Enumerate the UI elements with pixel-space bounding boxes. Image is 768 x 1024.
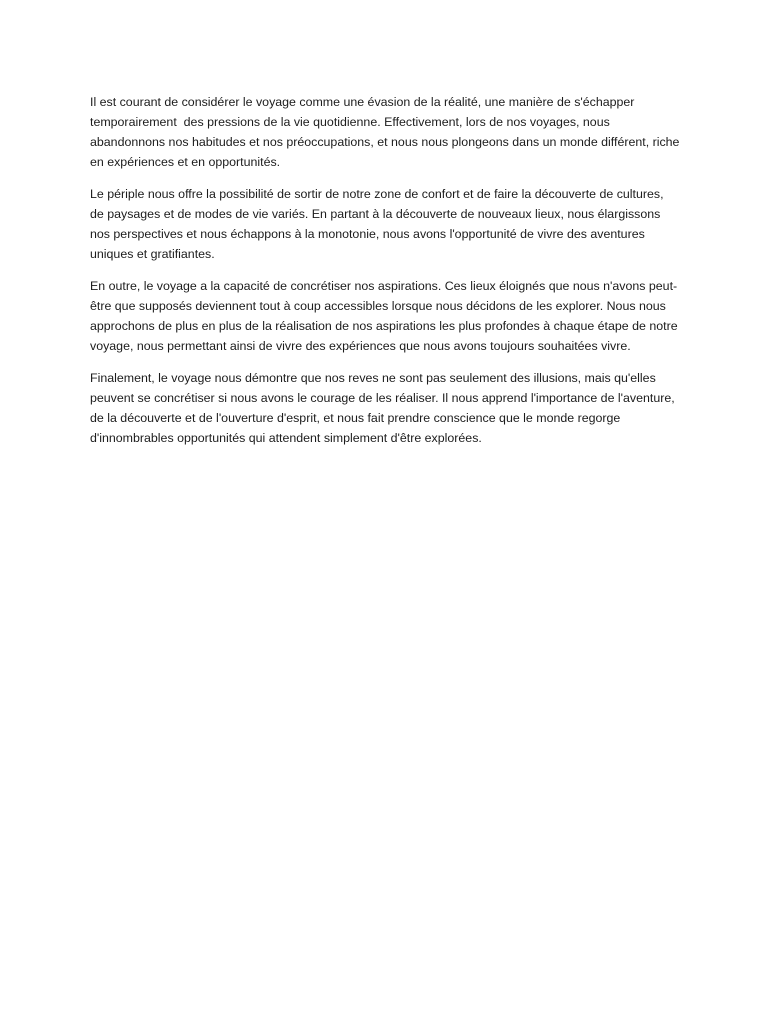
paragraph-3: En outre, le voyage a la capacité de concrétiser nos aspirations. Ces lieux éloignés que nous n'avons peut-être que supposés deviennent tout à coup accessibles lorsque nous décidons de les explorer. Nous nous approchons de plus en plus de la réalisation de nos aspirations les plus profondes à chaque étape de notre voyage, nous permettant ainsi de vivre des expériences que nous avons toujours souhaitées vivre. <box>90 279 682 353</box>
document-body <box>90 92 683 460</box>
paragraph-2: Le périple nous offre la possibilité de sortir de notre zone de confort et de faire la découverte de cultures, de paysages et de modes de vie variés. En partant à la découverte de nouveaux lieux, nous élargissons nos perspectives et nous échappons à la monotonie, nous avons l'opportunité de vivre des aventures uniques et gratifiantes. <box>90 187 667 261</box>
paragraph-1: Il est courant de considérer le voyage comme une évasion de la réalité, une manière de s'échapper temporairement des pressions de la vie quotidienne. Effectivement, lors de nos voyages, nous abandonnons nos habitudes et nos préoccupations, et nous nous plongeons dans un monde différent, riche en expériences et en opportunités. <box>90 95 683 169</box>
paragraph-4: Finalement, le voyage nous démontre que nos reves ne sont pas seulement des illusions, mais qu'elles peuvent se concrétiser si nous avons le courage de les réaliser. Il nous apprend l'importance de l'aventure, de la découverte et de l'ouverture d'esprit, et nous fait prendre conscience que le monde regorge d'innombrables opportunités qui attendent simplement d'être explorées. <box>90 371 679 445</box>
